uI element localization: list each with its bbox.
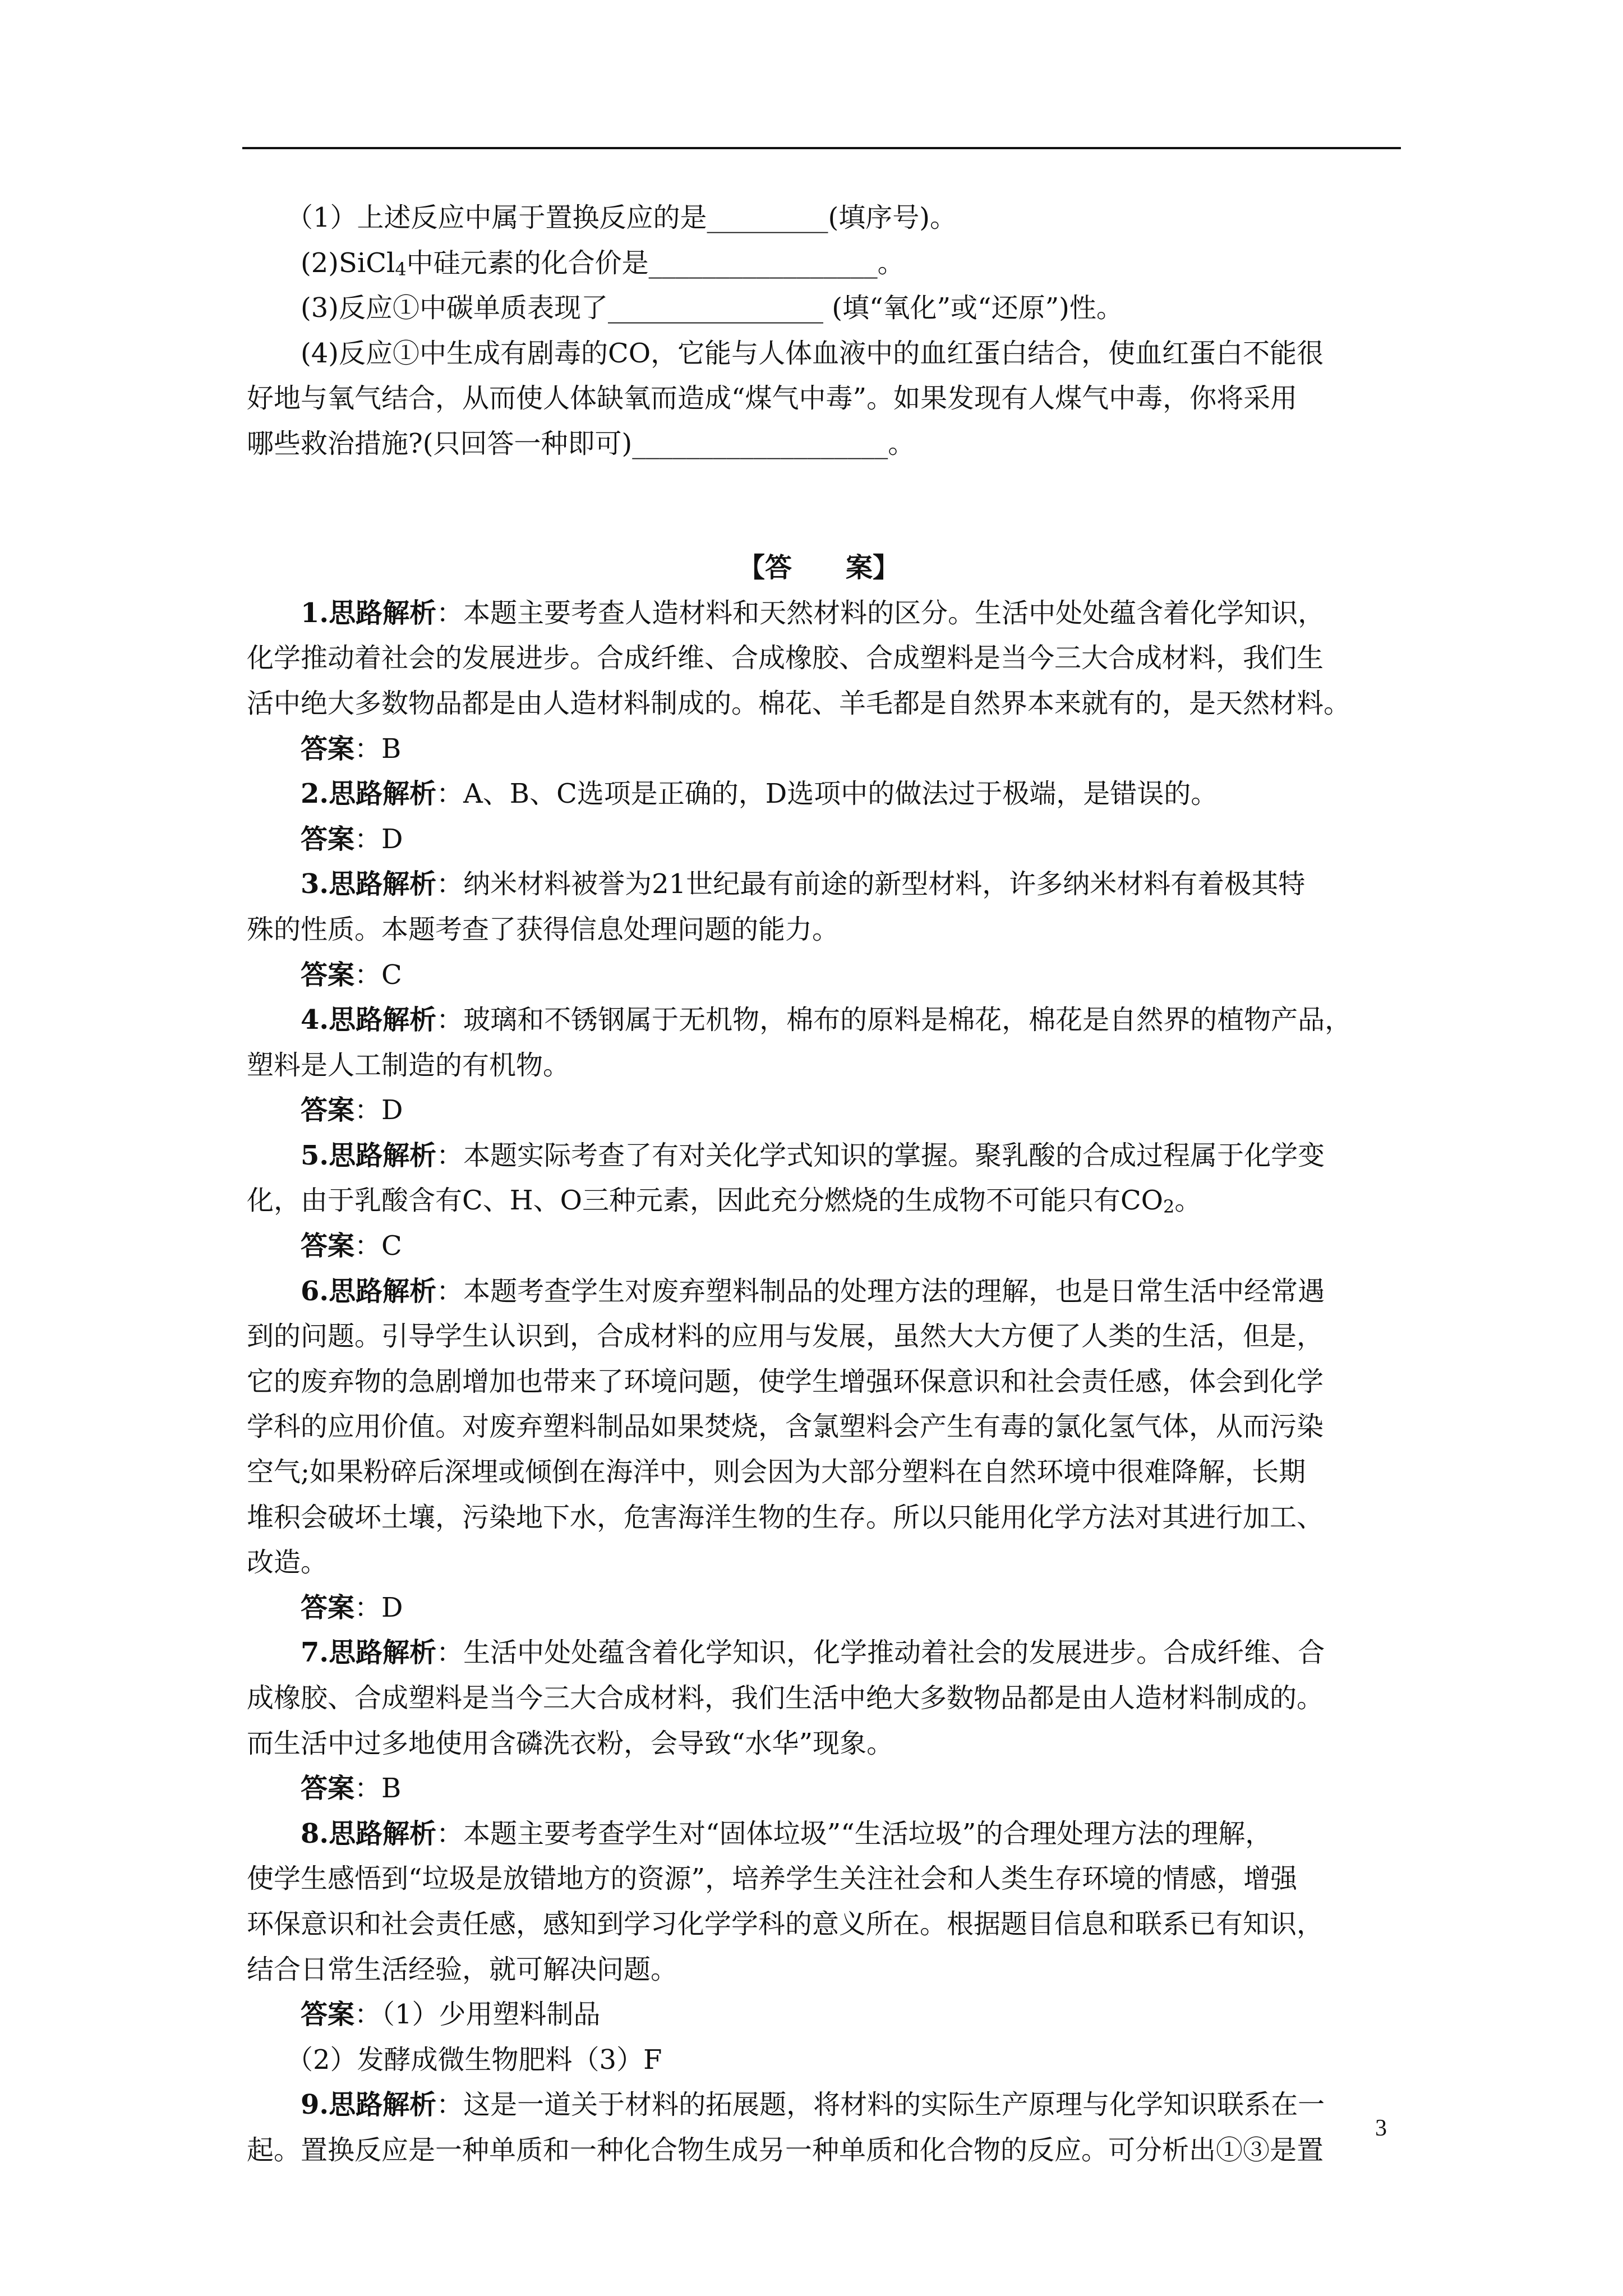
answer-3-line-1: 3.思路解析：纳米材料被誉为21世纪最有前途的新型材料，许多纳米材料有着极其特 — [301, 868, 1306, 900]
answer-5-label: 5.思路解析 — [301, 1139, 437, 1171]
answer-9-line-2: 起。置换反应是一种单质和一种化合物生成另一种单质和化合物的反应。可分析出①③是置 — [247, 2134, 1324, 2166]
answer-6-result: 答案：D — [301, 1591, 403, 1623]
answer-8-result: 答案：（1）少用塑料制品 — [301, 1999, 601, 2031]
answer-4-label: 4.思路解析 — [301, 1004, 437, 1036]
answer-6-line-5: 空气;如果粉碎后深埋或倾倒在海洋中，则会因为大部分塑料在自然环境中很难降解，长期 — [247, 1456, 1306, 1488]
answer-2-line-1: 2.思路解析：A、B、C选项是正确的，D选项中的做法过于极端，是错误的。 — [301, 778, 1218, 810]
answer-7-line-2: 成橡胶、合成塑料是当今三大合成材料，我们生活中绝大多数物品都是由人造材料制成的。 — [247, 1682, 1324, 1714]
question-3: (3)反应①中碳单质表现了________________ (填“氧化”或“还原”)性。 — [301, 292, 1123, 324]
answer-7-line-1: 7.思路解析：生活中处处蕴含着化学知识，化学推动着社会的发展进步。合成纤维、合 — [301, 1637, 1325, 1669]
answer-2-result: 答案：D — [301, 823, 403, 855]
answer-6-line-7: 改造。 — [247, 1547, 328, 1579]
answer-1-label: 1.思路解析 — [301, 597, 437, 629]
answer-1-result: 答案：B — [301, 733, 402, 765]
question-2 — [247, 241, 1391, 286]
answer-7-line-3: 而生活中过多地使用含磷洗衣粉，会导致“水华”现象。 — [247, 1727, 894, 1759]
question-4-line-3: 哪些救治措施?(只回答一种即可)___________________。 — [247, 427, 915, 459]
answer-8-line-3: 环保意识和社会责任感，感知到学习化学学科的意义所在。根据题目信息和联系已有知识， — [247, 1908, 1324, 1940]
question-4-line-2: 好地与氧气结合，从而使人体缺氧而造成“煤气中毒”。如果发现有人煤气中毒，你将采用 — [247, 383, 1298, 415]
answer-1-line-3: 活中绝大多数物品都是由人造材料制成的。棉花、羊毛都是自然界本来就有的，是天然材料。 — [247, 687, 1351, 719]
answer-4-result: 答案：D — [301, 1094, 403, 1126]
co2-subscript: 2 — [1163, 1196, 1175, 1218]
question-2-text-pre: (2)SiCl — [301, 247, 395, 279]
answer-6-line-1: 6.思路解析：本题考查学生对废弃塑料制品的处理方法的理解，也是日常生活中经常遇 — [301, 1275, 1325, 1307]
answer-9-line-1: 9.思路解析：这是一道关于材料的拓展题，将材料的实际生产原理与化学知识联系在一 — [301, 2089, 1325, 2121]
answer-3-label: 3.思路解析 — [301, 868, 437, 900]
answer-1-line-2: 化学推动着社会的发展进步。合成纤维、合成橡胶、合成塑料是当今三大合成材料，我们生 — [247, 642, 1324, 674]
header-rule — [242, 147, 1401, 149]
answer-8-line-4: 结合日常生活经验，就可解决问题。 — [247, 1953, 678, 1985]
answer-4-line-2: 塑料是人工制造的有机物。 — [247, 1049, 570, 1081]
answer-8-line-2: 使学生感悟到“垃圾是放错地方的资源”，培养学生关注社会和人类生存环境的情感，增强 — [247, 1863, 1298, 1895]
page-number: 3 — [1375, 2115, 1387, 2141]
answer-5-result: 答案：C — [301, 1230, 402, 1262]
answer-3-result: 答案：C — [301, 959, 402, 991]
answers-title: 【答 案】 — [737, 552, 900, 584]
answer-6-line-2: 到的问题。引导学生认识到，合成材料的应用与发展，虽然大大方便了人类的生活，但是， — [247, 1320, 1324, 1352]
answer-1-line-1: 1.思路解析：本题主要考查人造材料和天然材料的区分。生活中处处蕴含着化学知识， — [301, 597, 1325, 629]
answer-4-line-1: 4.思路解析：玻璃和不锈钢属于无机物，棉布的原料是棉花，棉花是自然界的植物产品， — [301, 1004, 1352, 1036]
question-1: （1）上述反应中属于置换反应的是_________(填序号)。 — [286, 202, 957, 233]
answer-6-line-6: 堆积会破坏土壤，污染地下水，危害海洋生物的生存。所以只能用化学方法对其进行加工、 — [247, 1501, 1324, 1533]
answer-5-line-1: 5.思路解析：本题实际考查了有对关化学式知识的掌握。聚乳酸的合成过程属于化学变 — [301, 1139, 1325, 1171]
answer-6-line-3: 它的废弃物的急剧增加也带来了环境问题，使学生增强环保意识和社会责任感，体会到化学 — [247, 1365, 1324, 1397]
document-body — [247, 195, 1391, 2173]
answer-3-line-2: 殊的性质。本题考查了获得信息处理问题的能力。 — [247, 913, 840, 945]
question-4-line-1: (4)反应①中生成有剧毒的CO，它能与人体血液中的血红蛋白结合，使血红蛋白不能很 — [301, 337, 1324, 369]
answer-6-label: 6.思路解析 — [301, 1275, 437, 1307]
answer-6-line-4: 学科的应用价值。对废弃塑料制品如果焚烧，含氯塑料会产生有毒的氯化氢气体，从而污染 — [247, 1411, 1324, 1443]
answer-8-result-2: （2）发酵成微生物肥料（3）F — [286, 2044, 662, 2076]
answer-8-label: 8.思路解析 — [301, 1818, 437, 1849]
answer-7-label: 7.思路解析 — [301, 1637, 437, 1669]
answer-5-line-2: 化，由于乳酸含有C、H、O三种元素，因此充分燃烧的生成物不可能只有$CO_2$。 — [247, 1185, 1202, 1218]
answer-2-label: 2.思路解析 — [301, 778, 437, 810]
question-2-subscript: 4 — [395, 258, 407, 280]
question-2-text-post: 中硅元素的化合价是_________________。 — [406, 247, 905, 279]
answer-8-line-1: 8.思路解析：本题主要考查学生对“固体垃圾”“生活垃圾”的合理处理方法的理解， — [301, 1818, 1272, 1849]
answer-9-label: 9.思路解析 — [301, 2089, 437, 2121]
answer-7-result: 答案：B — [301, 1773, 402, 1805]
